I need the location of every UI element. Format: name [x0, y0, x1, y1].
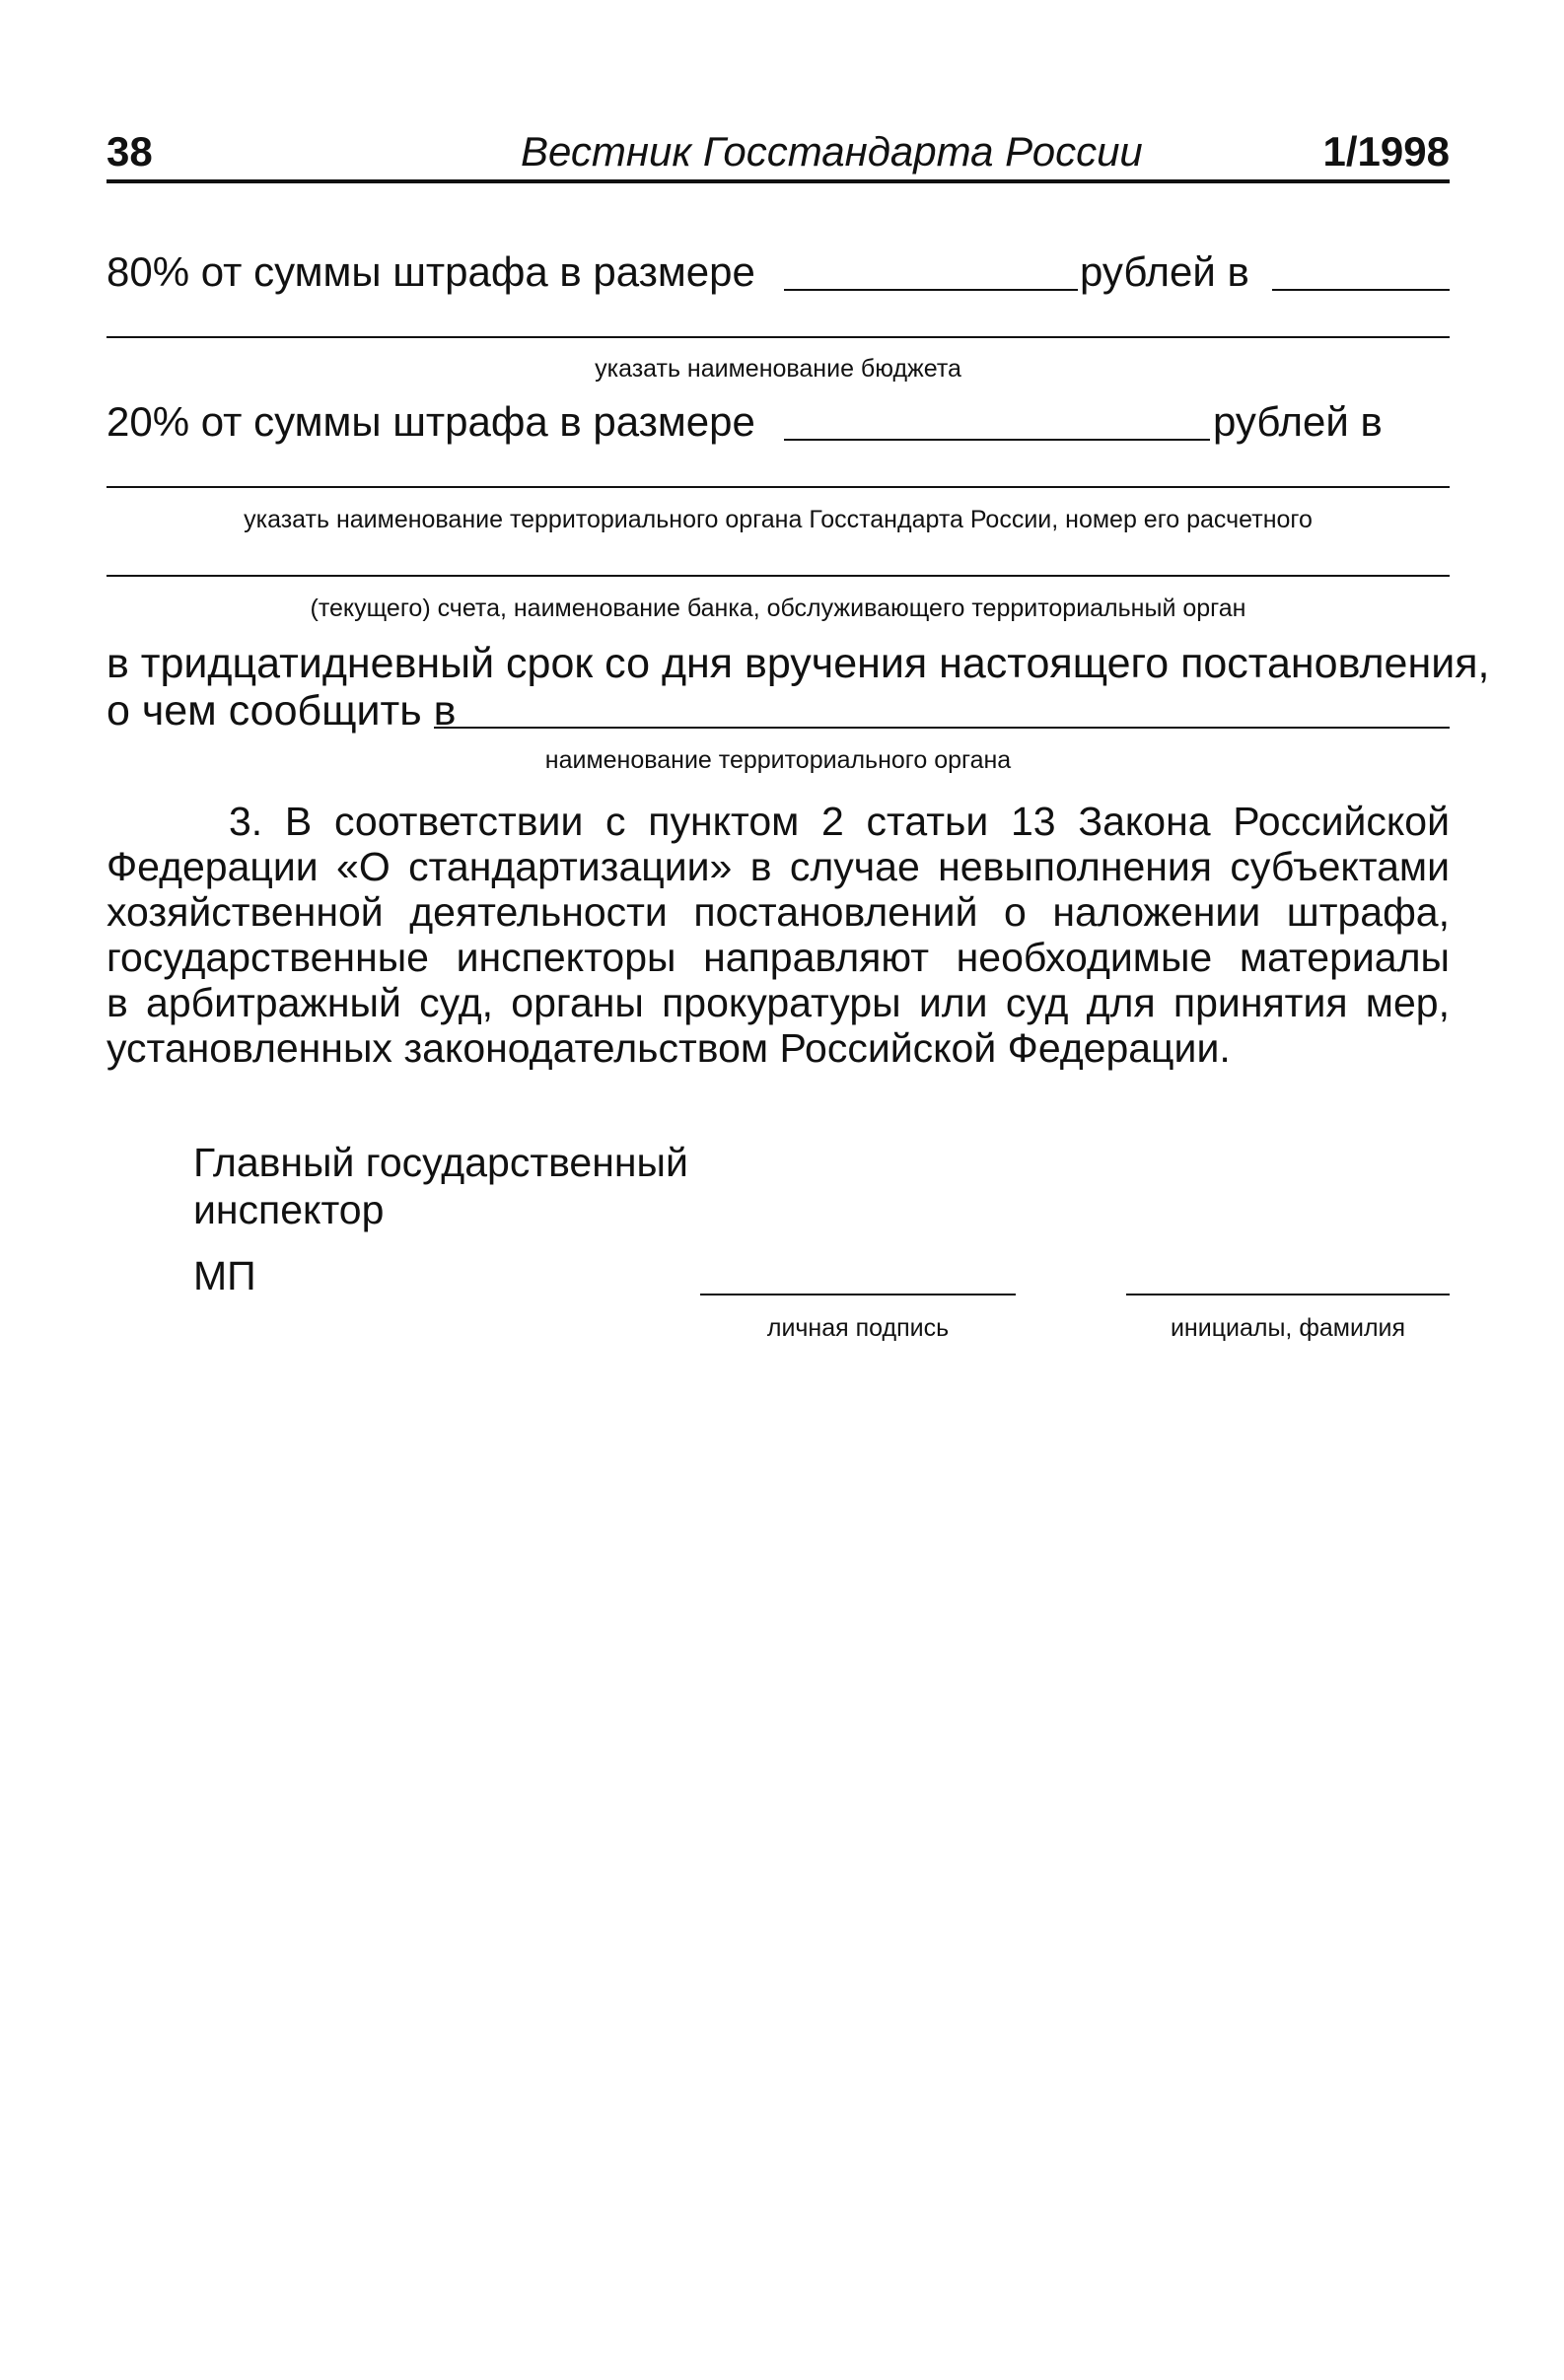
signature-blank[interactable]	[700, 1294, 1016, 1295]
paragraph-3-line: 3. В соответствии с пунктом 2 статьи 13 Закона Российской	[229, 799, 1450, 844]
fine-20-caption-1: указать наименование территориального органа Госстандарта России, номер его расчетного	[244, 506, 1313, 533]
journal-title: Вестник Госстандарта России	[521, 128, 1143, 175]
signature-caption: личная подпись	[766, 1314, 950, 1342]
deadline-caption: наименование территориального органа	[544, 746, 1012, 774]
fine-20-prefix: 20% от суммы штрафа в размере	[107, 398, 755, 445]
fine-20-middle: рублей в	[1213, 398, 1383, 445]
paragraph-3	[107, 799, 1450, 1071]
paragraph-3-line: установленных законодательством Российской Федерации.	[107, 1025, 1231, 1071]
fine-80-caption: указать наименование бюджета	[595, 355, 961, 383]
fine-80-middle: рублей в	[1080, 248, 1249, 295]
fine-80-prefix: 80% от суммы штрафа в размере	[107, 248, 755, 295]
fine-80-budget-blank[interactable]	[107, 336, 1450, 338]
deadline-line-1: в тридцатидневный срок со дня вручения настоящего постановления,	[107, 640, 1490, 687]
deadline-line-2: о чем сообщить в	[107, 687, 457, 735]
page-number: 38	[107, 128, 153, 175]
name-blank[interactable]	[1126, 1294, 1450, 1295]
fine-20-account-blank[interactable]	[107, 575, 1450, 577]
fine-80-budget-blank-start[interactable]	[1272, 289, 1450, 291]
paragraph-3-line: в арбитражный суд, органы прокуратуры или суд для принятия мер,	[107, 980, 1450, 1025]
signer-title-line-2: инспектор	[193, 1187, 385, 1232]
fine-20-caption-2: (текущего) счета, наименование банка, обслуживающего территориальный орган	[310, 595, 1246, 622]
signer-title-line-1: Главный государственный	[193, 1140, 688, 1185]
issue-number: 1/1998	[1322, 128, 1450, 175]
paragraph-3-line: Федерации «О стандартизации» в случае невыполнения субъектами	[107, 844, 1450, 889]
page-header	[107, 124, 1450, 183]
paragraph-3-line: государственные инспекторы направляют необходимые материалы	[107, 935, 1450, 980]
name-caption: инициалы, фамилия	[1170, 1314, 1406, 1342]
fine-20-amount-blank[interactable]	[784, 439, 1210, 441]
stamp-mark: МП	[193, 1253, 256, 1298]
paragraph-3-line: хозяйственной деятельности постановлений о наложении штрафа,	[107, 889, 1450, 935]
deadline-organ-blank[interactable]	[434, 727, 1450, 729]
signer-title	[193, 1139, 688, 1233]
fine-80-amount-blank[interactable]	[784, 289, 1078, 291]
deadline-paragraph	[107, 640, 1490, 687]
fine-20-organ-blank[interactable]	[107, 486, 1450, 488]
